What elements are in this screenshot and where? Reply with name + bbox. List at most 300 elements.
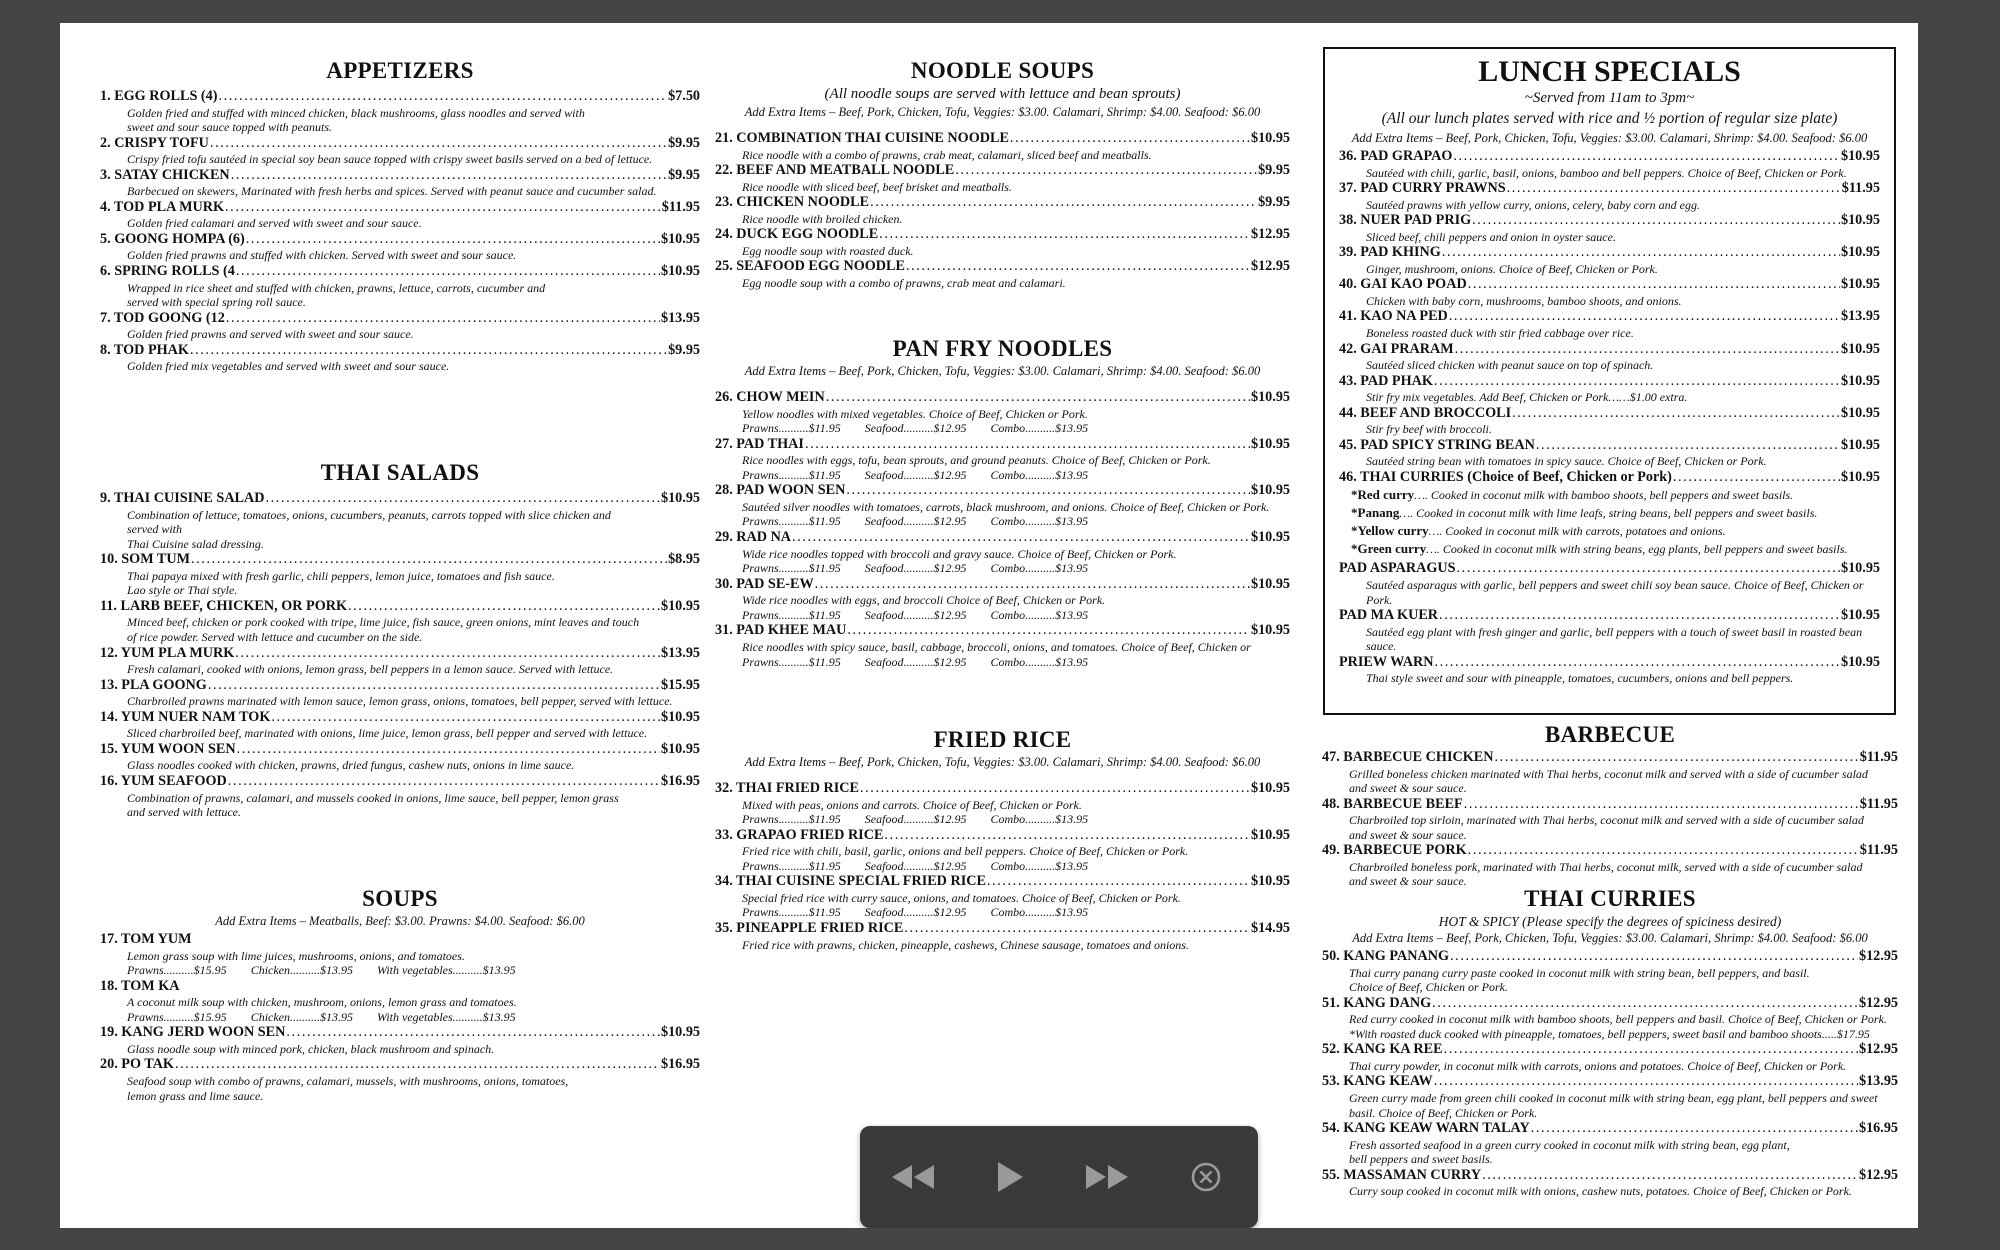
lunch-list <box>1339 148 1880 469</box>
item-name: 10. SOM TUM <box>100 551 190 568</box>
item-header <box>1339 405 1880 423</box>
noodle-soups-title: NOODLE SOUPS <box>910 58 1095 83</box>
item-header <box>1322 1041 1898 1059</box>
item-options <box>715 859 1290 874</box>
item-header <box>100 551 700 569</box>
item-description: Golden fried prawns and served with sweet and sour sauce. <box>127 327 414 342</box>
item-description: Egg noodle soup with roasted duck. <box>742 243 914 258</box>
fast-forward-icon <box>1084 1163 1130 1191</box>
item-options <box>715 812 1290 827</box>
lunch-served: ~Served from 11am to 3pm~ <box>1524 90 1695 106</box>
item-header <box>100 199 700 217</box>
fried-rice-extra: Add Extra Items – Beef, Pork, Chicken, Tofu, Veggies: $3.00. Calamari, Shrimp: $4.00. Seafood: $6.00 <box>744 755 1261 769</box>
menu-item <box>1339 244 1880 276</box>
item-description: Wide rice noodles with eggs, and broccoli Choice of Beef, Chicken or Pork. <box>742 593 1106 608</box>
item-price: $10.95 <box>1250 826 1290 843</box>
item-name: 12. YUM PLA MURK <box>100 644 235 661</box>
item-header <box>715 436 1290 454</box>
leader-dots <box>826 389 1250 407</box>
item-price: $10.95 <box>1840 276 1880 293</box>
item-name: 52. KANG KA REE <box>1322 1041 1443 1058</box>
curry-description: …. Cooked in coconut milk with bamboo shoots, bell peppers and sweet basils. <box>1414 488 1794 503</box>
item-name: 41. KAO NA PED <box>1339 308 1448 325</box>
item-description: Mixed with peas, onions and carrots. Choice of Beef, Chicken or Pork. <box>742 797 1082 812</box>
leader-dots <box>1482 1167 1858 1185</box>
option-price: Seafood..........$12.95 <box>864 607 967 622</box>
item-price: $12.95 <box>1858 1166 1898 1183</box>
item-header <box>715 873 1290 891</box>
item-description: Sautéed egg plant with fresh ginger and garlic, bell peppers with a touch of sweet basil in roasted bean sauce. <box>1366 624 1863 654</box>
item-name: 36. PAD GRAPAO <box>1339 148 1453 164</box>
pan-fry-title: PAN FRY NOODLES <box>892 336 1113 361</box>
menu-item <box>100 1024 700 1056</box>
leader-dots <box>236 263 660 281</box>
item-description: Glass noodles cooked with chicken, prawns, dried fungus, cashew nuts, onions in lime sauce. <box>127 758 575 773</box>
leader-dots <box>218 88 667 106</box>
close-circle-icon <box>1190 1161 1222 1193</box>
option-price: Combo..........$13.95 <box>990 467 1089 482</box>
item-description: A coconut milk soup with chicken, mushroom, onions, lemon grass and tomatoes. <box>127 995 517 1010</box>
option-price: Chicken..........$13.95 <box>250 963 354 978</box>
option-price: Prawns..........$11.95 <box>742 467 841 482</box>
leader-dots <box>271 709 660 727</box>
fast-forward-button[interactable] <box>1082 1156 1132 1198</box>
leader-dots <box>228 773 660 791</box>
leader-dots <box>190 342 667 360</box>
item-description: Thai curry panang curry paste cooked in coconut milk with string bean, bell peppers, and basil. <box>1349 965 1810 980</box>
item-header <box>1339 654 1880 672</box>
menu-item <box>100 310 700 342</box>
option-price: With vegetables..........$13.95 <box>377 963 516 978</box>
leader-dots <box>1472 212 1840 230</box>
option-price: Combo..........$13.95 <box>990 607 1089 622</box>
leader-dots <box>266 490 660 508</box>
option-price: Seafood..........$12.95 <box>864 467 967 482</box>
menu-item <box>1339 373 1880 405</box>
noodle-soups-extra: Add Extra Items – Beef, Pork, Chicken, Tofu, Veggies: $3.00. Calamari, Shrimp: $4.00. Seafood: $6.00 <box>744 105 1261 119</box>
item-header <box>715 162 1290 180</box>
item-price: $9.95 <box>668 166 700 183</box>
item-name: 7. TOD GOONG (12 <box>100 309 225 326</box>
leader-dots <box>1536 437 1840 455</box>
item-description: Rice noodle with sliced beef, beef brisket and meatballs. <box>742 179 1012 194</box>
item-description: Boneless roasted duck with stir fried cabbage over rice. <box>1366 325 1634 340</box>
item-options <box>715 514 1290 529</box>
thai-curries-extra: Add Extra Items – Beef, Pork, Chicken, Tofu, Veggies: $3.00. Calamari, Shrimp: $4.00. Seafood: $6.00 <box>1352 931 1868 945</box>
item-price: $16.95 <box>660 1056 700 1073</box>
leader-dots <box>1673 469 1840 487</box>
item-name: PAD ASPARAGUS <box>1339 560 1456 577</box>
option-price: Prawns..........$15.95 <box>127 1009 227 1024</box>
menu-item <box>100 709 700 741</box>
barbecue-title: BARBECUE <box>1544 722 1676 747</box>
item-price: $10.95 <box>1250 482 1290 499</box>
item-header <box>100 978 700 996</box>
lunch-list-2 <box>1339 560 1880 685</box>
item-description: Fresh calamari, cooked with onions, lemon grass, bell peppers in a lemon sauce. Served with lettuce. <box>127 662 614 677</box>
leader-dots <box>1010 130 1250 148</box>
leader-dots <box>191 551 667 569</box>
menu-item <box>715 258 1290 290</box>
item-header <box>100 490 700 508</box>
menu-item <box>1322 948 1898 995</box>
menu-item <box>1339 212 1880 244</box>
item-description: Sautéed string bean with tomatoes in spicy sauce. Choice of Beef, Chicken or Pork. <box>1366 454 1767 469</box>
option-price: Combo..........$13.95 <box>990 812 1089 827</box>
menu-item <box>100 598 700 645</box>
item-description: Seafood soup with combo of prawns, calamari, mussels, with mushrooms, onions, tomatoes, <box>127 1073 569 1088</box>
menu-item <box>100 263 700 310</box>
item-price: $10.95 <box>1840 148 1880 164</box>
item-price: $10.95 <box>1840 212 1880 229</box>
menu-item <box>1339 276 1880 308</box>
item-header <box>100 741 700 759</box>
menu-item <box>100 551 700 598</box>
thai-salads-title: THAI SALADS <box>320 460 480 485</box>
item-price: $10.95 <box>1840 340 1880 357</box>
item-name: 18. TOM KA <box>100 977 180 994</box>
item-description: Fresh assorted seafood in a green curry cooked in coconut milk with string bean, egg plant, <box>1349 1137 1790 1152</box>
item-price: $14.95 <box>1250 920 1290 937</box>
option-price: Combo..........$13.95 <box>990 561 1089 576</box>
item-price: $12.95 <box>1250 226 1290 243</box>
leader-dots <box>1457 560 1840 578</box>
menu-item <box>715 529 1290 576</box>
curry-description: …. Cooked in coconut milk with carrots, potatoes and onions. <box>1428 524 1726 539</box>
leader-dots <box>1453 148 1840 166</box>
leader-dots <box>246 231 660 249</box>
leader-dots <box>1434 1073 1858 1091</box>
item-name: 16. YUM SEAFOOD <box>100 773 227 790</box>
item-description: Stir fry mix vegetables. Add Beef, Chicken or Pork……$1.00 extra. <box>1366 390 1688 405</box>
leader-dots <box>1444 1041 1858 1059</box>
item-price: $10.95 <box>1840 607 1880 624</box>
item-name: 46. THAI CURRIES (Choice of Beef, Chicken or Pork) <box>1339 468 1672 485</box>
item-description: Wide rice noodles topped with broccoli and gravy sauce. Choice of Beef, Chicken or Pork. <box>742 546 1177 561</box>
item-header <box>100 677 700 695</box>
menu-item <box>1322 995 1898 1042</box>
item-price: $8.95 <box>668 551 700 568</box>
menu-item <box>1322 1073 1898 1120</box>
close-button[interactable] <box>1186 1156 1226 1198</box>
menu-item <box>1339 607 1880 654</box>
item-name: 9. THAI CUISINE SALAD <box>100 490 265 506</box>
item-name: 22. BEEF AND MEATBALL NOODLE <box>715 162 955 179</box>
item-description: Golden fried mix vegetables and served with sweet and sour sauce. <box>127 359 450 374</box>
leader-dots <box>1468 276 1840 294</box>
item-description: Golden fried and stuffed with minced chicken, black mushrooms, glass noodles and served with <box>127 105 585 120</box>
item-header <box>1339 180 1880 198</box>
item-header <box>715 130 1290 148</box>
leader-dots <box>860 780 1250 798</box>
option-price: Prawns..........$11.95 <box>742 607 841 622</box>
item-name: 31. PAD KHEE MAU <box>715 622 847 639</box>
menu-item <box>715 873 1290 920</box>
menu-item <box>100 1056 700 1103</box>
item-price: $10.95 <box>660 263 700 280</box>
leader-dots <box>1468 842 1859 860</box>
item-header <box>715 226 1290 244</box>
item-price: $10.95 <box>1250 130 1290 146</box>
item-description: Fried rice with prawns, chicken, pineapple, cashews, Chinese sausage, tomatoes and onions. <box>742 937 1189 952</box>
option-price: Seafood..........$12.95 <box>864 858 967 873</box>
item-description: bell peppers and sweet basils. <box>1349 1152 1493 1167</box>
item-name: 50. KANG PANANG <box>1322 948 1450 964</box>
item-price: $9.95 <box>668 341 700 358</box>
item-description: Golden fried calamari and served with sweet and sour sauce. <box>127 216 422 231</box>
menu-item <box>100 931 700 978</box>
item-name: 43. PAD PHAK <box>1339 372 1433 389</box>
thai-curries-title: THAI CURRIES <box>1524 886 1696 911</box>
menu-item <box>100 978 700 1025</box>
item-description: Yellow noodles with mixed vegetables. Choice of Beef, Chicken or Pork. <box>742 406 1088 421</box>
item-name: 20. PO TAK <box>100 1056 174 1073</box>
item-header <box>100 231 700 249</box>
curry-option <box>1339 504 1880 522</box>
play-button[interactable] <box>990 1156 1030 1198</box>
menu-item <box>100 231 700 263</box>
item-name: 3. SATAY CHICKEN <box>100 166 230 183</box>
leader-dots <box>237 741 660 759</box>
leader-dots <box>1464 796 1859 814</box>
menu-item <box>100 645 700 677</box>
item-options <box>715 421 1290 436</box>
item-header <box>100 773 700 791</box>
soups-title: SOUPS <box>362 886 438 911</box>
menu-item <box>100 199 700 231</box>
item-header <box>715 482 1290 500</box>
item-price: $16.95 <box>1858 1120 1898 1137</box>
item-name: 19. KANG JERD WOON SEN <box>100 1024 286 1041</box>
item-description: Sautéed asparagus with garlic, bell peppers and sweet chili soy bean sauce. Choice of Beef, Chicken or Pork. <box>1366 577 1864 607</box>
item-description: Ginger, mushroom, onions. Choice of Beef, Chicken or Pork. <box>1366 261 1658 276</box>
item-description: Chicken with baby corn, mushrooms, bamboo shoots, and onions. <box>1366 293 1682 308</box>
option-price: With vegetables..........$13.95 <box>377 1009 516 1024</box>
item-description: Crispy fried tofu sautéed in special soy bean sauce topped with crispy sweet basils served on a bed of lettuce. <box>127 152 653 167</box>
menu-item <box>100 490 700 551</box>
option-price: Seafood..........$12.95 <box>864 905 967 920</box>
item-name: 14. YUM NUER NAM TOK <box>100 708 271 725</box>
item-description: Barbecued on skewers, Marinated with fresh herbs and spices. Served with peanut sauce and cucumber salad. <box>127 184 657 199</box>
item-description: and sweet & sour sauce. <box>1349 827 1467 842</box>
item-description: Rice noodle with a combo of prawns, crab meat, calamari, sliced beef and meatballs. <box>742 147 1152 162</box>
item-description: Charbroiled boneless pork, marinated with Thai herbs, coconut milk, served with a side of cucumber salad <box>1349 859 1863 874</box>
menu-item <box>715 622 1290 669</box>
curry-name: *Panang <box>1351 505 1400 521</box>
item-name: 49. BARBECUE PORK <box>1322 842 1467 859</box>
appetizers-list <box>100 88 700 374</box>
leader-dots <box>884 827 1250 845</box>
menu-item <box>715 194 1290 226</box>
option-price: Prawns..........$11.95 <box>742 561 841 576</box>
item-price: $9.95 <box>1258 194 1290 211</box>
item-name: PRIEW WARN <box>1339 653 1434 670</box>
item-header <box>715 780 1290 798</box>
menu-item <box>715 482 1290 529</box>
item-options <box>100 963 700 978</box>
item-price: $11.95 <box>1859 842 1898 859</box>
leader-dots <box>1531 1120 1858 1138</box>
leader-dots <box>225 199 661 217</box>
item-header <box>1322 749 1898 767</box>
menu-item <box>1339 308 1880 340</box>
curry-description: …. Cooked in coconut milk with lime leafs, string beans, bell peppers and sweet basils. <box>1399 506 1818 521</box>
leader-dots <box>879 226 1250 244</box>
item-price: $12.95 <box>1858 1041 1898 1058</box>
item-description: Sautéed prawns with yellow curry, onions, celery, baby corn and egg. <box>1366 197 1700 212</box>
rewind-button[interactable] <box>888 1156 938 1198</box>
item-price: $10.95 <box>1840 372 1880 389</box>
item-description: Thai curry powder, in coconut milk with carrots, onions and potatoes. Choice of Beef, Chicken or Pork. <box>1349 1058 1847 1073</box>
item-header <box>715 622 1290 640</box>
item-name: PAD MA KUER <box>1339 607 1439 624</box>
menu-item <box>715 827 1290 874</box>
curry-option <box>1339 486 1880 504</box>
leader-dots <box>847 622 1250 640</box>
item-description: Sautéed silver noodles with tomatoes, carrots, black mushroom, and onions. Choice of Beef, Chicken or Pork. <box>742 499 1270 514</box>
leader-dots <box>210 135 667 153</box>
item-price: $10.95 <box>1250 529 1290 546</box>
item-description: Rice noodles with spicy sauce, basil, cabbage, broccoli, onions, and tomatoes. Choice of Beef, Chicken or <box>742 639 1251 654</box>
item-header <box>1339 244 1880 262</box>
menu-item <box>715 162 1290 194</box>
leader-dots <box>208 677 660 695</box>
item-name: 13. PLA GOONG <box>100 676 207 693</box>
item-description: Combination of prawns, calamari, and mussels cooked in onions, lime sauce, bell pepper, lemon grass <box>127 790 619 805</box>
leader-dots <box>805 436 1250 454</box>
menu-item <box>1339 341 1880 373</box>
option-price: Chicken..........$13.95 <box>250 1009 354 1024</box>
item-name: 39. PAD KHING <box>1339 244 1441 261</box>
menu-item <box>715 389 1290 436</box>
noodle-soups-list <box>715 130 1290 290</box>
option-price: Seafood..........$12.95 <box>864 812 967 827</box>
leader-dots <box>815 576 1250 594</box>
appetizers-title: APPETIZERS <box>326 58 474 83</box>
item-header <box>100 167 700 185</box>
menu-item <box>100 741 700 773</box>
item-description: Charbroiled prawns marinated with lemon sauce, lemon grass, onions, tomatoes, bell pepper, served with lettuce. <box>127 694 673 709</box>
item-header <box>1339 341 1880 359</box>
menu-item <box>100 342 700 374</box>
item-description: Choice of Beef, Chicken or Pork. <box>1349 980 1508 995</box>
item-header <box>100 598 700 616</box>
item-name: 29. RAD NA <box>715 529 792 546</box>
item-price: $10.95 <box>1840 468 1880 485</box>
item-name: 6. SPRING ROLLS (4 <box>100 263 235 280</box>
item-name: 17. TOM YUM <box>100 931 192 947</box>
option-price: Combo..........$13.95 <box>990 905 1089 920</box>
item-header <box>1339 607 1880 625</box>
curry-name: *Green curry <box>1351 541 1427 557</box>
item-description: Sautéed sliced chicken with peanut sauce on top of spinach. <box>1366 358 1654 373</box>
item-options <box>715 905 1290 920</box>
item-description: Rice noodles with eggs, tofu, bean sprouts, and ground peanuts. Choice of Beef, Chicken or Pork. <box>742 453 1211 468</box>
item-price: $10.95 <box>1250 780 1290 796</box>
item-header <box>100 645 700 663</box>
curry-name: *Yellow curry <box>1351 523 1429 539</box>
item-header <box>1322 796 1898 814</box>
item-header <box>1339 437 1880 455</box>
item-name: 54. KANG KEAW WARN TALAY <box>1322 1120 1530 1137</box>
item-description: Lemon grass soup with lime juices, mushrooms, onions, and tomatoes. <box>127 948 465 963</box>
item-header <box>1339 212 1880 230</box>
menu-item <box>1339 654 1880 686</box>
leader-dots <box>906 258 1250 276</box>
item-description: Lao style or Thai style. <box>127 583 238 598</box>
item-description: Charbroiled top sirloin, marinated with Thai herbs, coconut milk and served with a side of cucumber salad <box>1349 813 1864 828</box>
lunch-specials-box <box>1323 47 1896 715</box>
item-name: 35. PINEAPPLE FRIED RICE <box>715 920 904 937</box>
menu-item <box>715 576 1290 623</box>
item-price: $13.95 <box>1840 308 1880 325</box>
item-description: *With roasted duck cooked with pineapple, tomatoes, bell peppers, sweet basil and bamboo shoots.....$17.95 <box>1349 1026 1870 1041</box>
item-name: 45. PAD SPICY STRING BEAN <box>1339 436 1535 453</box>
item-price: $10.95 <box>1250 435 1290 452</box>
leader-dots <box>904 920 1250 938</box>
item-header <box>1339 148 1880 166</box>
menu-item <box>100 677 700 709</box>
item-header <box>100 1056 700 1074</box>
item-price: $10.95 <box>660 230 700 247</box>
option-price: Prawns..........$11.95 <box>742 514 841 529</box>
item-name: 26. CHOW MEIN <box>715 389 825 405</box>
menu-item <box>1339 469 1880 487</box>
menu-item <box>100 88 700 135</box>
item-price: $12.95 <box>1250 258 1290 275</box>
menu-item <box>100 167 700 199</box>
item-name: 23. CHICKEN NOODLE <box>715 194 870 211</box>
leader-dots <box>1455 341 1840 359</box>
leader-dots <box>1494 749 1858 767</box>
item-header <box>1322 842 1898 860</box>
item-price: $10.95 <box>1840 436 1880 453</box>
item-header <box>100 263 700 281</box>
fried-rice-title: FRIED RICE <box>933 727 1072 752</box>
item-description: Fried rice with chili, basil, garlic, onions and bell peppers. Choice of Beef, Chicken or Pork. <box>742 844 1189 859</box>
item-description: Stir fry beef with broccoli. <box>1366 422 1492 437</box>
item-price: $10.95 <box>660 708 700 725</box>
item-name: 21. COMBINATION THAI CUISINE NOODLE <box>715 130 1009 146</box>
item-price: $10.95 <box>660 740 700 757</box>
leader-dots <box>231 167 667 185</box>
item-name: 1. EGG ROLLS (4) <box>100 88 218 104</box>
item-header <box>715 576 1290 594</box>
item-price: $7.50 <box>668 88 700 104</box>
option-price: Seafood..........$12.95 <box>864 561 967 576</box>
leader-dots <box>1439 607 1840 625</box>
item-description: Glass noodle soup with minced pork, chicken, black mushroom and spinach. <box>127 1041 495 1056</box>
leader-dots <box>1450 948 1858 966</box>
curry-option <box>1339 540 1880 558</box>
item-name: 34. THAI CUISINE SPECIAL FRIED RICE <box>715 873 986 890</box>
item-header <box>715 920 1290 938</box>
item-header <box>1322 1120 1898 1138</box>
item-description: served with <box>127 522 182 537</box>
menu-item <box>100 135 700 167</box>
item-name: 47. BARBECUE CHICKEN <box>1322 749 1494 765</box>
item-header <box>100 931 700 949</box>
item-header <box>1339 560 1880 578</box>
item-description: Combination of lettuce, tomatoes, onions, cucumbers, peanuts, carrots topped with slice chicken and <box>127 507 611 522</box>
leader-dots <box>1507 180 1841 198</box>
item-name: 37. PAD CURRY PRAWNS <box>1339 180 1506 197</box>
item-name: 42. GAI PRARAM <box>1339 340 1454 357</box>
item-header <box>100 1024 700 1042</box>
item-name: 44. BEEF AND BROCCOLI <box>1339 404 1512 421</box>
option-price: Seafood..........$12.95 <box>864 654 967 669</box>
leader-dots <box>1434 373 1840 391</box>
